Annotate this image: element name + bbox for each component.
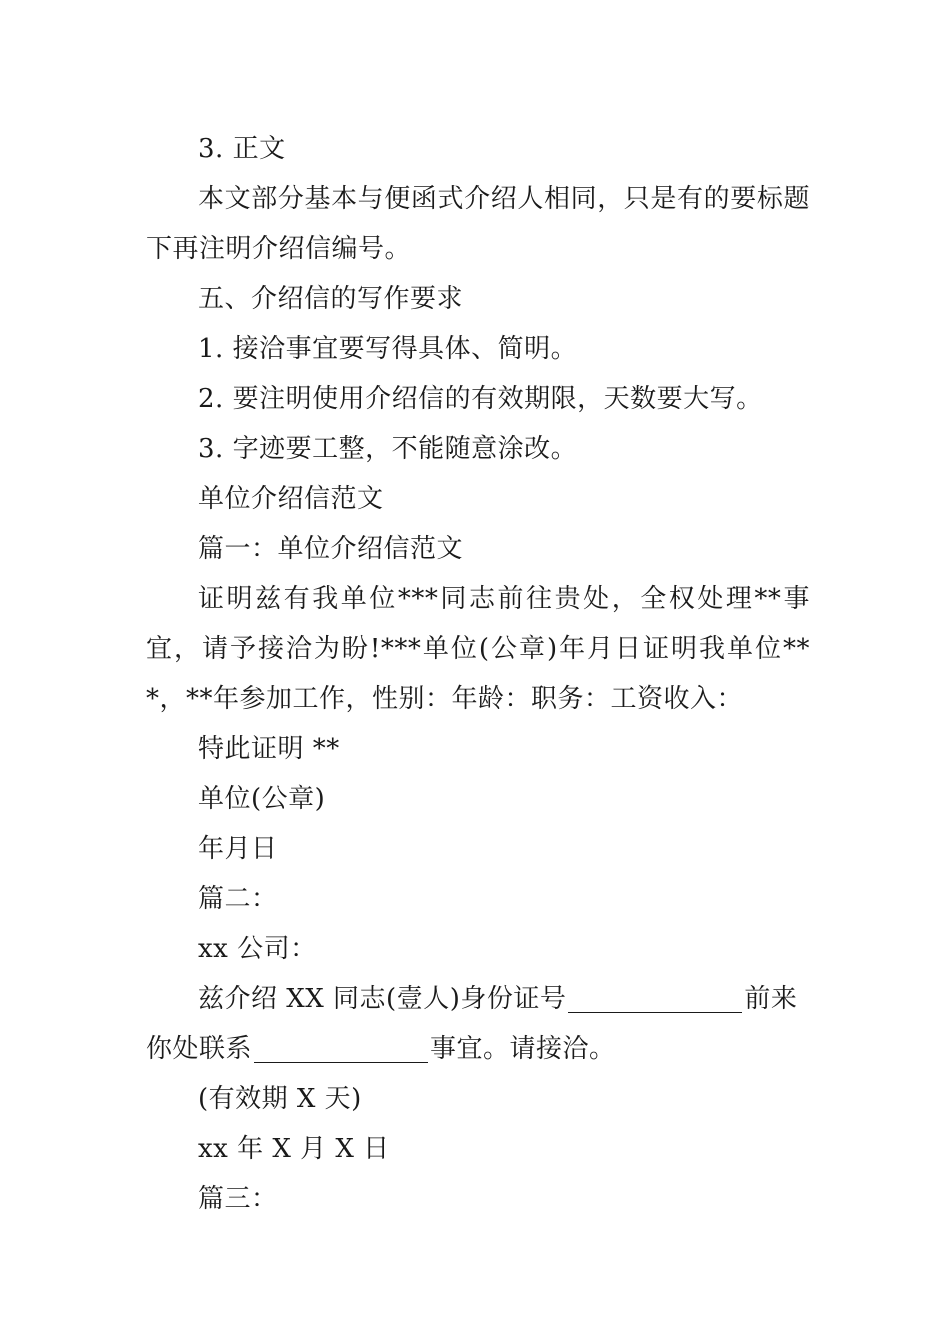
sample-2-body-part2: 前来你处联系 [146, 984, 798, 1064]
sample-1-date: 年月日 [198, 834, 278, 864]
sample-2-body [146, 974, 810, 1074]
paragraph-body-description: 本文部分基本与便函式介绍人相同，只是有的要标题下再注明介绍信编号。 [146, 184, 810, 264]
requirement-item-1: 1. 接洽事宜要写得具体、简明。 [198, 334, 578, 364]
sample-1-heading: 篇一：单位介绍信范文 [198, 534, 464, 564]
section-heading-requirements: 五、介绍信的写作要求 [198, 284, 464, 314]
sample-1-seal: 单位(公章) [198, 784, 326, 814]
sample-2-addressee: xx 公司： [198, 934, 317, 964]
sample-3-heading: 篇三： [198, 1184, 278, 1214]
matter-blank [254, 1034, 428, 1063]
sample-2-validity: (有效期 X 天) [198, 1084, 362, 1114]
sample-1-body: 证明兹有我单位***同志前往贵处，全权处理**事宜，请予接洽为盼!***单位(公章)年月日证明我单位***，**年参加工作，性别：年龄：职务：工资收入： [146, 584, 810, 714]
requirement-item-2: 2. 要注明使用介绍信的有效期限，天数要大写。 [198, 384, 763, 414]
sample-2-body-part3: 事宜。请接洽。 [430, 1034, 616, 1064]
sample-2-date: xx 年 X 月 X 日 [198, 1134, 390, 1164]
sample-2-heading: 篇二： [198, 884, 278, 914]
sample-heading: 单位介绍信范文 [198, 484, 384, 514]
section-heading-body: 3. 正文 [198, 134, 286, 164]
id-number-blank [568, 984, 742, 1013]
sample-1-closing: 特此证明 ** [198, 734, 340, 764]
requirement-item-3: 3. 字迹要工整，不能随意涂改。 [198, 434, 578, 464]
document-body [146, 124, 810, 1224]
sample-2-body-part1: 兹介绍 XX 同志(壹人)身份证号 [198, 984, 567, 1014]
